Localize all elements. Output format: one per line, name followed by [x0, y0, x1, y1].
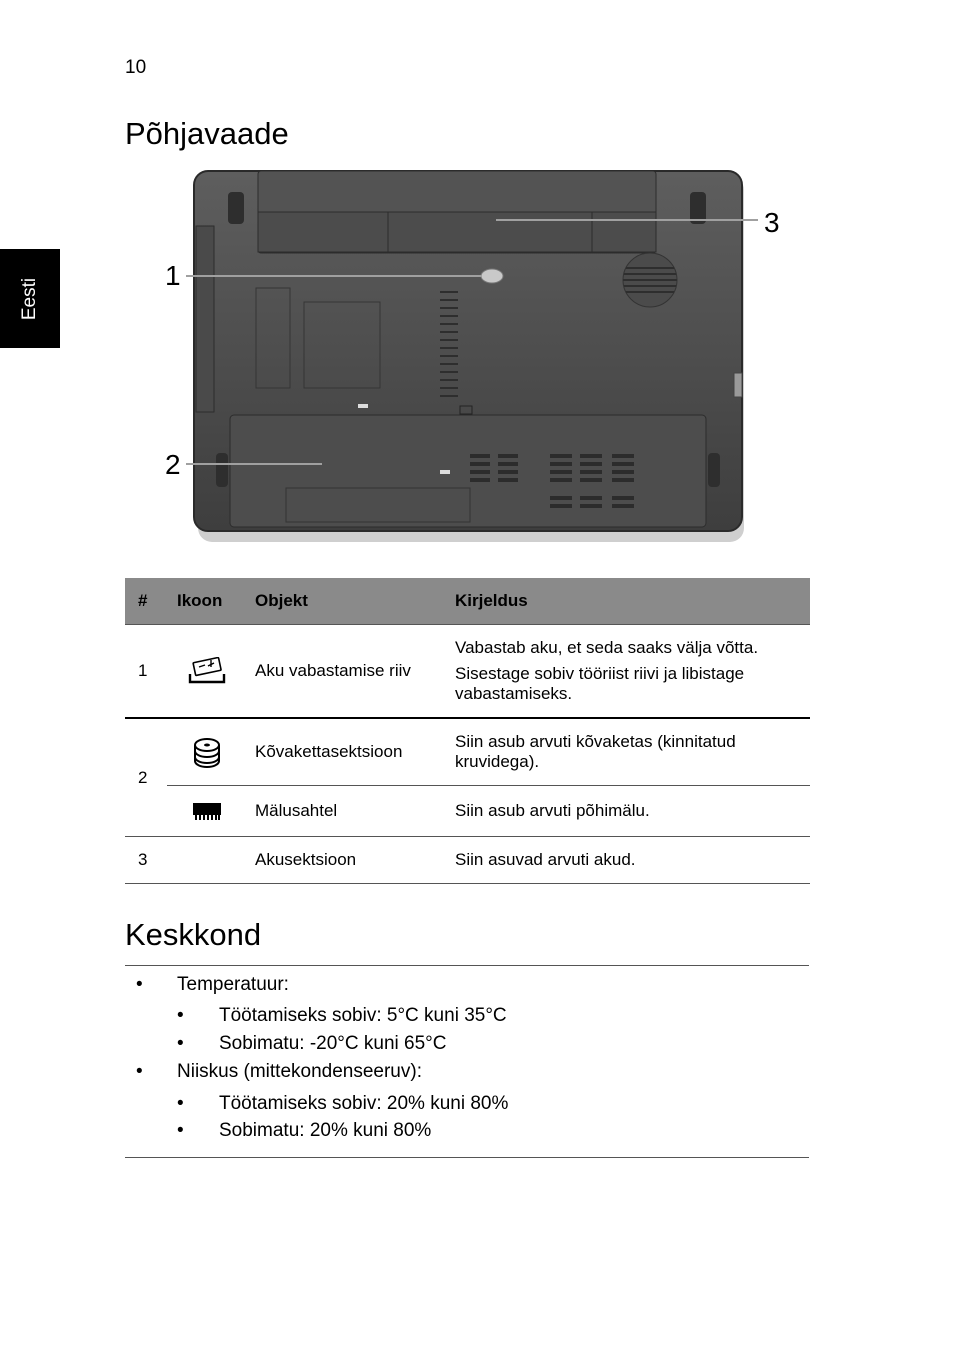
spec-humidity-operating: Töötamiseks sobiv: 20% kuni 80%: [219, 1093, 509, 1114]
row-description: [447, 786, 810, 837]
row-number: 3: [125, 837, 167, 884]
bullet: •: [177, 1005, 184, 1026]
battery-release-icon: [188, 657, 226, 685]
description-line: Siin asuvad arvuti akud.: [455, 850, 636, 869]
row-description: [447, 718, 810, 786]
row-description: [447, 625, 810, 719]
row-object: Aku vabastamise riiv: [247, 625, 447, 719]
table-row: [125, 837, 810, 884]
spec-humidity-non-operating: Sobimatu: 20% kuni 80%: [219, 1120, 432, 1141]
header-object: Objekt: [247, 578, 447, 625]
spec-temperature-non-operating: Sobimatu: -20°C kuni 65°C: [219, 1033, 447, 1054]
header-number: #: [125, 578, 167, 625]
page-number: 10: [125, 57, 147, 78]
table-row: [125, 786, 810, 837]
callout-3: 3: [764, 207, 780, 238]
bullet: •: [177, 1093, 184, 1114]
description-line: Siin asub arvuti põhimälu.: [455, 801, 650, 820]
spec-humidity-label: Niiskus (mittekondenseeruv):: [177, 1061, 422, 1082]
callout-2: 2: [165, 449, 181, 480]
spec-temperature-label: Temperatuur:: [177, 974, 289, 995]
language-side-tab: [0, 249, 60, 348]
bullet: •: [136, 974, 143, 995]
row-description: [447, 837, 810, 884]
row-icon-cell: [167, 718, 247, 786]
row-object: Mälusahtel: [247, 786, 447, 837]
components-table: [125, 578, 810, 884]
row-icon-cell: [167, 837, 247, 884]
section-title-environment: Keskkond: [125, 917, 262, 952]
spec-temperature-operating: Töötamiseks sobiv: 5°C kuni 35°C: [219, 1005, 507, 1026]
bullet: •: [177, 1033, 184, 1054]
header-icon: Ikoon: [167, 578, 247, 625]
table-row: [125, 625, 810, 719]
row-object: Kõvakettasektsioon: [247, 718, 447, 786]
row-number: 1: [125, 625, 167, 719]
callout-1: 1: [165, 260, 181, 291]
description-line: Vabastab aku, et seda saaks välja võtta.: [455, 638, 759, 657]
bullet: •: [177, 1120, 184, 1141]
side-tab-label: Eesti: [19, 277, 40, 320]
environment-specs: [125, 965, 809, 1158]
memory-module-icon: [192, 800, 222, 822]
row-icon-cell: [167, 786, 247, 837]
header-description: Kirjeldus: [447, 578, 810, 625]
row-icon-cell: [167, 625, 247, 719]
row-object: Akusektsioon: [247, 837, 447, 884]
laptop-bottom-illustration: [160, 168, 800, 548]
description-line: Sisestage sobiv tööriist riivi ja libistage vabastamiseks.: [455, 664, 745, 703]
table-row: [125, 718, 810, 786]
description-line: Siin asub arvuti kõvaketas (kinnitatud kruvidega).: [455, 732, 736, 771]
table-header-row: [125, 578, 810, 625]
section-title-bottom-view: Põhjavaade: [125, 116, 289, 151]
hard-disk-icon: [192, 736, 222, 768]
bullet: •: [136, 1061, 143, 1082]
row-number: 2: [125, 718, 167, 837]
